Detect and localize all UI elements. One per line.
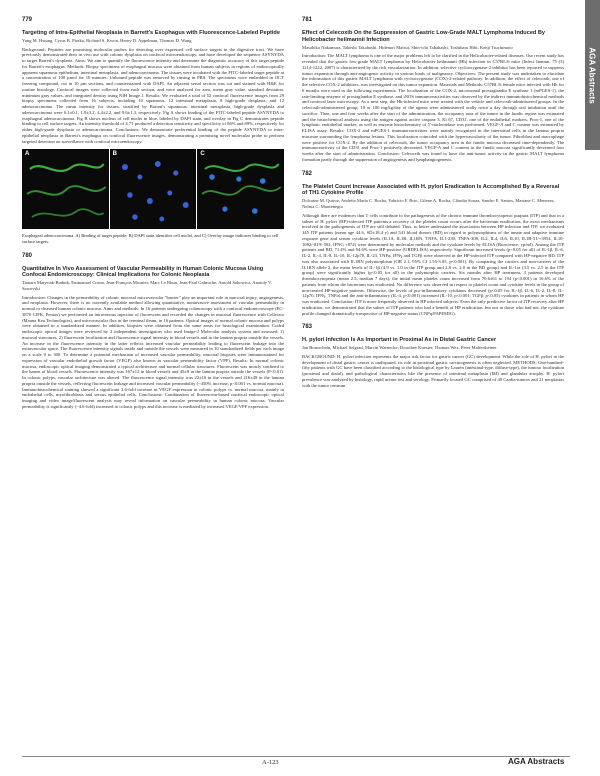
abstract-authors: Yang M. Hsiung, Cyrus B. Piraka, Richard S. Kwon, Henry D. Appelman, Thomas D. Wang (22, 37, 192, 43)
panel-a-image (22, 149, 109, 229)
abstract-779 (22, 17, 284, 245)
abstract-title: The Platelet Count Increase Associated with H. pylori Eradication Is Accomplished By a Reversal of TH1 Cytokine Profile (302, 183, 560, 197)
abstract-title: Targeting of Intra-Epithelial Neoplasia in Barrett's Esophagus with Fluorescence-Labeled Peptide (22, 30, 280, 36)
panel-b-image (110, 149, 197, 229)
abstract-title: Effect of Celecoxib On the Suppression of Gastric Low-Grade MALT Lymphoma Induced By Helicobacter heilmannii Infection (302, 30, 546, 43)
abstract-number: 783 (302, 324, 313, 331)
abstract-780 (22, 253, 284, 410)
abstract-781 (302, 17, 564, 163)
abstract-authors: Jan Bornschein, Michael Selgrad, Marcin Warnecke, Dorothee Kuester, Thomas Wex, Peter Malfertheiner (302, 345, 497, 351)
sidebar-label: AGA Abstracts (588, 46, 597, 104)
abstract-title: H. pylori Infection Is As Important in Proximal As in Distal Gastric Cancer (302, 337, 497, 344)
abstract-authors: Dolcaine M. Quiroz, Andréia María C. Rocha, Fabricio F. Brio, Gilene A. Rocha, Cláudia Souza, Sandro E. Santos, Mariane C. Menezes, Nelma C. Montenegro (302, 198, 555, 210)
abstract-783 (302, 324, 564, 388)
abstract-body: Although there are evidences that T cells contribute to the pathogenesis of the chronic immune thrombocytopenic purpura (ITP) and that in a subset of H. pylori (HP)-infected ITP patients a recovery of the platelet count occurs after the bacterium eradication, the exact mechanisms involved in the pathogenesis of ITP are still debated. Thus, to better understand the association between HP infection and ITP, we evaluated 145 ITP patients (mean age 44.6, SD±18.4 y) and 541 blood donors (BD) in regard to polymorphisms of the innate and adaptive immune response gene and serum cytokine levels (IL1A, IL1B, IL1RN, TNFA, IL1-230, TNFA-308, IL2, IL4, IL6, IL10, IL1B-31/+3954, IL10-1082/-819/-592, IFNG +874) were determined by molecular methods and the cytokine levels by ELISA (Bioscience, yp/ml). Among the ITP patients and BD, 71.4% and 94.6% were HP-positive (URDELISA) respectively. Significant increased levels (p<0.05 for all) of IL-1β, IL-6, IL-2, IL-4, IL-8, IL-10, IL-12p70, IL-23, TNFα, IFNγ and TGFβ were observed in the HP-infected ITP compared with HP-negative BD. ITP was also associated with IL1RN polymorphism (OR 2.1, 95% CI 1.55-3.05, p<0.001). By comparing the carriers and non-carriers of the IL1RN allele 2, the mean levels of IL-1β (4.9 vs. 1.0 in the ITP group and 2.8 vs. 2.0 in the BD group) and IL-1ra (3.5 vs. 2.5 in the ITP group) were significantly higher (p<0.05 for all) in the polymorphic carriers. Six months after HP treatment, 3 patients developed thrombocytopenia (mean 2.5, median 7 days), the initial mean platelet count increased from 70.6±61 to 194 (p<0.001) in 16.6% of the patients from whom the bacterium was eradicated. No difference was observed in respect to platelet count and cytokine levels in the group of non-treated HP-negative patients. Otherwise, the levels of pro-inflammatory cytokines decreased (p<0.05 for IL-1β, IL-6, IL-2, IL-8, IL-12p70, IFNγ, TNFα) and the anti-inflammatory (IL-4, p<0.001) increased (IL-10, p<0.001; TGFβ, p<0.05) cytokines in patients in whom HP was eradicated. Conclusion: ITP is more frequently observed in HP infected subjects. Even the only predictive factor of ITP recovery after HP eradication, we demonstrated that the subset of ITP patients who had a benefit of HP eradication, but not in those who had not, the cytokine profile changed dramatically irrespective of HP-negative status (CNPq/FAPEMIG). (302, 212, 564, 316)
abstract-body: Introduction: Changes in the permeability of colonic mucosal microvascular "barrier" play an important role in mucosal injury, angiogenesis, and neoplasia. However, there is no currently available method allowing quantitative, noninvasive assessment of vascular permeability in normal or diseased human colonic mucosa. Aims and methods: In 16 patients undergoing colonoscopy with a confocal endomicroscope (EC-3870 CIFK, Pentax) we performed an intravenous injection of fluorescein and recorded the changes in mucosal fluorescence with Cellvizio (Mauna Kea Technologies), and microvascular flux in the terminal ileum, in 16 patients. Optical images of normal colonic mucosa and polyps were obtained in a standardized manner. In addition, biopsies were obtained from the same areas for histological examination. Coded endoscopic optical images were reviewed by 2 independent investigators who used Image-J Molecular analysis system and assessed: 1) mucosal structures, 2) fluorescein localization and fluorescence signal intensity in blood vessels and in the lamina propria outside the vessels. An increase in the fluorescence intensity in the latter reflects increased vascular permeability leading to fluorescein leakage into the extravascular space. The fluorescence intensity signals inside and outside the vessels were measured in 10 standardized fields per each image on a scale 0 to 300. To determine a potential mechanism of increased vascular permeability, mucosal biopsies were immunostained for expression of vascular endothelial growth factor (VEGF) also known as vascular permeability factor (VPF). Results: In normal colonic mucosa, endoscopic optical imaging demonstrated a typical architecture and normal cellular structures. Fluorescein was mostly confined to the lumen of blood vessels. Fluorescence intensity was 167±12 in blood vessels and 45±8 in the lamina propria outside the vessels (P<0.01). In colonic polyps, vascular architecture was altered. The fluorescence signal intensity was 22±16 in the vessels and 216±49 in the lamina propria outside the vessels, reflecting fluorescein leakage and increased vascular permeability (~450% increase, p<0.001 vs. normal mucosa). Immunohistochemical staining showed a significant 3.6-fold increase in VEGF expression in colonic polyps vs. normal mucosa, mainly in endothelial cells, myofibroblasts and serous epithelial cells. Conclusions: Combination of fluorescein-based confocal endoscopic optical imaging and video image/fluorescent analysis may reveal information on vascular permeability in human colonic mucosa. Vascular permeability is significantly (~4.6-fold) increased in colonic polyps and this increase is mediated by increased VEGF/VPF expression. (22, 294, 284, 409)
right-column (302, 17, 564, 388)
abstract-number: 781 (302, 17, 313, 23)
panel-a-label: A (25, 151, 30, 158)
footer-journal-name: AGA Abstracts (508, 757, 565, 766)
figure-caption: Esophageal adenocarcinoma. A) Binding of target peptide; B) DAPI stain identifies cell nuclei, and C) Overlay image indicates binding to cell surface targets. (22, 233, 279, 244)
panel-c-image (197, 149, 284, 229)
figure-panel-b (110, 149, 197, 229)
panel-b-label: B (112, 151, 118, 158)
footer-rule (22, 756, 570, 757)
figure-panel-c (197, 149, 284, 229)
panel-c-label: C (200, 151, 205, 158)
abstract-body: BACKGROUND: H. pylori infection represents the major risk factor for gastric cancer (GC) development. While the role of H. pylori in the development of distal gastric cancer is undisputed, its role in proximal gastric carcinogenesis is often neglected. METHODS: One-hundred-fifty patients with GC have been classified according to the histological type by Laurén (intestinal-type, diffuse-type), the tumour localization (proximal and distal), and pathological characteristics like the presence of intestinal metaplasia (IM) and glandular atrophy. H. pylori prevalence was analyzed by histology, rapid urease test and serology. Primarily located GC comprised of 49 Cardia-tumors and 21 neoplasias with the tumor centrum (302, 353, 564, 388)
abstract-authors: Masahiko Nakamura, Takeshi Takahashi, Hidenori Matsui, Shin-ichi Takahashi, Toshiharu Hibi, Kenji Tsuchimoto (302, 44, 513, 50)
abstract-body: Background: Peptides are promising molecular probes for detecting over expressed cell surface targets in the digestive tract. We have previously demonstrated their in vivo use with colonic dysplasia on confocal microendoscopy, and have developed the sequence ASYNYDA to target Barrett's dysplasia. Aims: We aim to quantify the fluorescence intensity and determine the diagnostic accuracy of this target peptide for Barrett's esophagus. Methods: Biopsy specimens of esophageal mucosa were obtained from human subjects in regions of endoscopically apparent squamous epithelium, intestinal metaplasia, and adenocarcinoma. The tissues were incubated with the FITC-labeled target peptide at a concentration of 100 µmol for 10 minutes. Unbound peptide was removed by rinsing in PBS. The specimens were embedded in OCT freezing compound, cut in 10 µm sections, and counterstained with DAPI. An adjacent serial section was cut and stained with H&E for routine histology. Confocal images were collected from each section, and were analyzed for area, mean gray value, standard deviation, minimum gray values, and integrated density using NIH Image J. Results: We evaluated a total of 52 confocal fluorescence images from 29 biopsy specimens collected from 16 subjects, including 10 squamous, 12 intestinal metaplasia, 8 high-grade dysplasia, and 12 adenocarcinoma. The mean intensity for tissues, stratified by Barrett's squamous, intestinal metaplasia, high-grade dysplasia and adenocarcinoma were 0.1±0.1, 1.9±3.2, 4.4±2.2, and 9.6±1.3, respectively. Fig A shows binding of the FITC-labeled peptide ASYNYDA to esophageal adenocarcinoma. Fig B shows nucleus of cell nuclei in blue, labeled by DAPI stain, and overlay in Fig C demonstrates peptide binding to cell surface targets. An intensity threshold of 4.71 produced a detection sensitivity and specificity of 86% and 89%, respectively for either high-grade dysplasia or adenocarcinoma. Conclusions: We demonstrate preferential binding of the peptide ASYNYDA to intra-epithelial neoplasia in Barrett's esophagus on confocal fluorescence images, demonstrating a promising novel molecular probe to perform targeted detection on surveillance with confocal microendoscopy. (22, 46, 284, 144)
abstract-authors: Tamara Matysiak-Budnik, Emmanuel Coron, Jean-François Mosnier, Marc Le Rhun, Jean-Paul Galmiche, Arnold Sakowicz, Anatoly V. Sawovski (22, 280, 273, 291)
abstract-number: 780 (22, 252, 33, 259)
abstract-number: 779 (22, 17, 33, 23)
figure-panel-a (22, 149, 109, 229)
left-column (22, 17, 284, 410)
abstract-number: 782 (302, 170, 313, 177)
abstract-title: Quantitative In Vivo Assessment of Vascular Permeability in Human Colonic Mucosa Using Confocal Endomicroscopy: Clinical Implications for Colonic Neoplasia (22, 265, 264, 279)
abstract-782 (302, 171, 564, 317)
figure-confocal-panels (22, 149, 284, 229)
footer-page-number: A-123 (262, 759, 279, 766)
section-sidebar-tab (585, 0, 600, 150)
abstract-body: Introduction: The MALT lymphoma is one of the major problems left to be clarified in the Helicobacter-related diseases. Our recent study has revealed that the gastric low-grade MALT lymphoma by Helicobacter heilmannii (Hh) infection in C57BL/6 mice (Infect Immun, 75 (3) 1214-1222, 2007) is characterized by the rich vascularization. In addition, selective cyclooxygenase-2 inhibitor has been reported to suppress tumor expansion through anti-angiogenic activity in various kinds of malignancy. Objectives: The present study was undertaken to elucidate the information of this gastric MALT lymphoma with cyclooxygenase (COX)-2-related pathway. In addition, the effect of celecoxib, one of the selective COX-2 inhibitors, was investigated on this tumor expansion. Materials and Methods: C57BL/6 female mice infected with Hh for 6 months were used in the following experiments. The localization of the COX-2, microsomal prostaglandin E synthase 1 (mPGES-1), the rate-limiting enzyme of prostaglandin E synthase, and iNOS immunoreactivities was observed by the indirect immunohistochemical methods and confocal laser microscopy. As a next step, the Hh-infected mice were treated with the vehicle and celecoxib-administered groups. In the celecoxib-administered group, 10 or 100 mg/kg/day of the agents were administered orally twice a day through oral intubation until the sacrifice. Then, one and four weeks after the start of the administration, the occupancy area of the tumor in the fundic region was estimated and the histochemical analysis using the antigen against active caspase 3, Ki 67, CD31, one of the endothelial markers, Prox-1, one of the lymphatic endothelial marker, as well as enzyme histochemistry of 5'-nucleotidase was performed. VEGF-A and C content was estimated by ELISA assay. Results: COX-2 and mPGES-1 immunoreactivities were mainly recognized in the interstitial cells in the lamina propria mucosae surrounding the lymphoma lesions. This localization coincided with the hypervascularity of the tumor. Fibroblast and macrophage were positive for COX-2. By the addition of celecoxib, the tumor occupancy area in the fundic mucosa decreased time-dependently. The immunoreactivity of the CD31 and Prox-1 positively decreased. VEGF-A and C content in the fundic mucosa significantly decreased four weeks after the start of administration. Conclusion: Celecoxib was found to have the anti-tumor activity in the gastric MALT lymphoma formation partly through the suppression of angiogenesis and lymphangiogenesis. (302, 53, 564, 162)
